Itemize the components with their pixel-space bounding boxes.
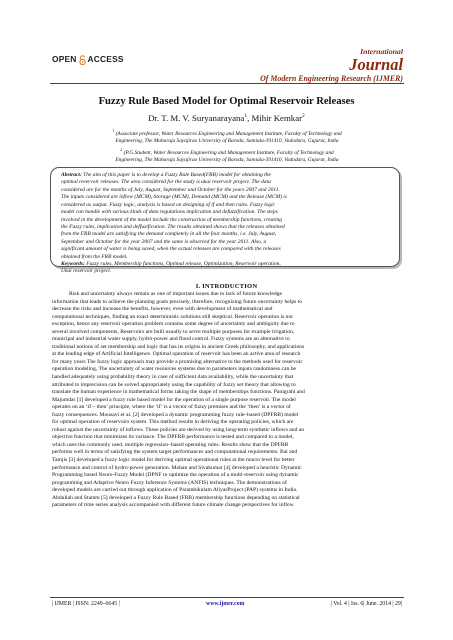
affiliation-line: Engineering, The Maharaja Sayajirao University of Baroda, Samiala-391410, Vadodara, Gujarat, India [115,157,339,164]
body-line: traditional notions of set membership and logic that has its origins in ancient Greek philosophy, and applications [52,343,305,350]
body-line: decrease the risks and increase the benefits, however, even with development of mathematical and [52,306,273,313]
body-line: Abdullah and Stamm [5] developed a Fuzzy Rule Based (FRB) membership functions depending on statistical [52,494,300,501]
introduction-body [52,291,400,510]
body-line: translate the human experience in mathematical forms taking the shape of memberships functions. Panigrahi and [52,389,305,396]
body-line: operates on an ‘if – then’ principle, where the ‘if’ is a vector of fuzzy premises and the ‘then’ is a vector of [52,404,291,411]
body-line: handled adequately using probability theory in case of sufficient data availability, while the uncertainty that [52,374,294,381]
journal-masthead [260,47,403,84]
journal-header [0,0,453,84]
page-footer [52,601,402,607]
affiliation-line: $^1$ (Associate professor, Water Resources Engineering and Management Institute, Faculty of Technology and [112,128,342,137]
abstract-line: the Fuzzy rules, implication and deffuzification. The results obtained shows that the releases obtained [61,223,285,230]
journal-international: International [360,47,403,56]
keywords-line: Ukai reservoir project. [61,268,112,275]
body-line: performance and control of hydro-power generation. Mohan and Sivakumar [4] developed a heuristic Dynamic [52,464,302,471]
author-2: , Mihir Kemkar [247,113,303,123]
body-line: Tamjis [3] developed a fuzzy logic model for deriving optimal operational rules at the macro level for better [52,457,295,464]
journal-full-name: Of Modern Engineering Research (IJMER) [260,74,403,83]
abstract-box [50,167,400,275]
body-line: at the leading edge of Artificial Intelligence. Optimal operation of reservoir has been an active area of research [52,351,301,358]
body-line: operation modeling, The uncertainty of water resources systems due to parameters inputs randomness can be [52,366,296,373]
body-line: information that leads to achieve the planning goals precisely, therefore, recognizing future uncertainty helps to [52,298,303,305]
body-line: for many years The fuzzy logic approach may provide a promising alternative to the methods used for reservoir [52,358,303,365]
footer-journal-link[interactable]: www.ijmer.com [206,601,245,607]
body-line: objective function that minimizes its variance. The DPFRB performance is tested and compared to a model, [52,434,294,441]
keywords-label: Keywords: [61,261,85,268]
abstract-line: considered are for the months of July, August, September and October for the years 2007 and 2011. [61,186,280,193]
abstract-line: optimal reservoir releases. The area considered for the study is ukai reservoir project. The data [61,179,271,186]
author-2-sup: 2 [302,113,305,120]
abstract-line: involved in the development of the model include the construction of membership functions, creating [61,216,282,223]
abstract-line: significant amount of water is being saved, when the actual releases are compared with the releases [61,246,281,253]
body-line: programming and Adaptive Neuro Fuzzy Inference Systems (ANFIS) techniques. The demonstrations of [52,479,287,486]
abstract-line: considered as output. Fuzzy logic, analysis is based on designing of if and then rules. Fuzzy logic [61,201,276,208]
abstract-line: The inputs considered are inflow (MCM), Storage (MCM), Demand (MCM) and the Release (MCM) is [61,194,287,201]
body-line: Risk and uncertainty always remain as one of important issues due to lack of future knowledge [69,291,282,297]
open-access-label-access: ACCESS [87,54,124,64]
author-1-sup: 1 [244,113,248,120]
journal-word: Journal [349,55,403,74]
body-line: which uses the commonly used, multiple regression–based operating rules. Results show that the DPFRB [52,441,289,448]
body-line: performs well in terms of satisfying the system target performances and computational requirements. Bai and [52,449,298,456]
body-line: attributed to imprecision can be solved appropriately using the capability of fuzzy set theory that allowing to [52,381,296,388]
footer-divider [50,597,404,598]
body-line: municipal and industrial water supply, hydro-power and flood control. Fuzzy systems are an alternative to [52,336,290,343]
paper-title: Fuzzy Rule Based Model for Optimal Reservoir Releases [98,96,355,107]
open-access-logo [52,54,124,64]
body-line: exception, hence any reservoir operation problem contains some degree of uncertainty and ambiguity due to [52,321,295,328]
header-divider [50,83,404,84]
abstract-line: obtained from the FRB model. [61,253,128,260]
abstract-line: model can handle with various kinds of data regulations implication and defuzzification. The steps [61,209,278,216]
affiliation-line: $^2$ (P.G.Student, Water Resources Engineering and Management Institute, Faculty of Technology and [120,146,334,156]
keywords-line: Keywords: Fuzzy rules, Membership functions, Optimal release, Optimization, Reservoir operation, [61,261,281,268]
paper-authors [0,113,453,123]
author-1: Dr. T. M. V. Suryanarayana [148,113,245,123]
body-line: computational techniques, finding an exact deterministic solutions still skeptical. Reservoir operation is not [52,313,293,320]
body-line: developed models are carried out through application of Parambikulam AliyarProject (PAP) systems in India. [52,487,298,494]
affiliations [54,127,400,165]
footer-volume-page: | Vol. 4 | Iss. 6| June. 2014 | 29| [330,601,402,607]
abstract-label: Abstract: [61,172,82,178]
footer-issn: | IJMER | ISSN: 2249–6645 | [52,601,120,607]
body-line: parameters of time series analysis accompanied with different future climate change perspectives for inflow [52,502,294,509]
body-line: fuzzy consequences. Mousavi et al. [2] developed a dynamic programming fuzzy rule–based (DPFRB) model [52,411,299,418]
body-line: Majumdar [1] developed a fuzzy rule based model for the operation of a single purpose reservoir. The model [52,396,296,403]
body-line: several involved components, Reservoirs are built usually to serve multiple purposes for example irrigation, [52,328,295,335]
body-line: Programming based Neuro-Fuzzy Model (DPNF to optimize the operation of a multi-reservoir using dynamic [52,472,299,479]
section-heading-introduction: I. INTRODUCTION [195,283,258,290]
abstract-line: September and October for the year 2007 and the same is observed for the year 2011. Also, a [61,238,267,245]
affiliation-line: Engineering, The Maharaja Sayajirao University of Baroda, Samiala-391410, Vadodara, Gujarat, India [115,138,339,145]
body-line: robust against the uncertainty of inflows. These policies are derived by using long-term synthetic inflows and an [52,426,305,433]
abstract-line: Abstract: The aim of this paper is to develop a Fuzzy Rule Based(FRB) model for obtaining the [61,172,271,178]
abstract-line: from the FRB model are satisfying the demand completely in all the four months, i.e. July, August, [61,231,277,238]
open-lock-icon [79,55,86,64]
body-line: for optimal operation of reservoirs system. This method results in deriving the operating policies, which are [52,419,294,426]
open-access-label-open: OPEN [52,54,77,64]
